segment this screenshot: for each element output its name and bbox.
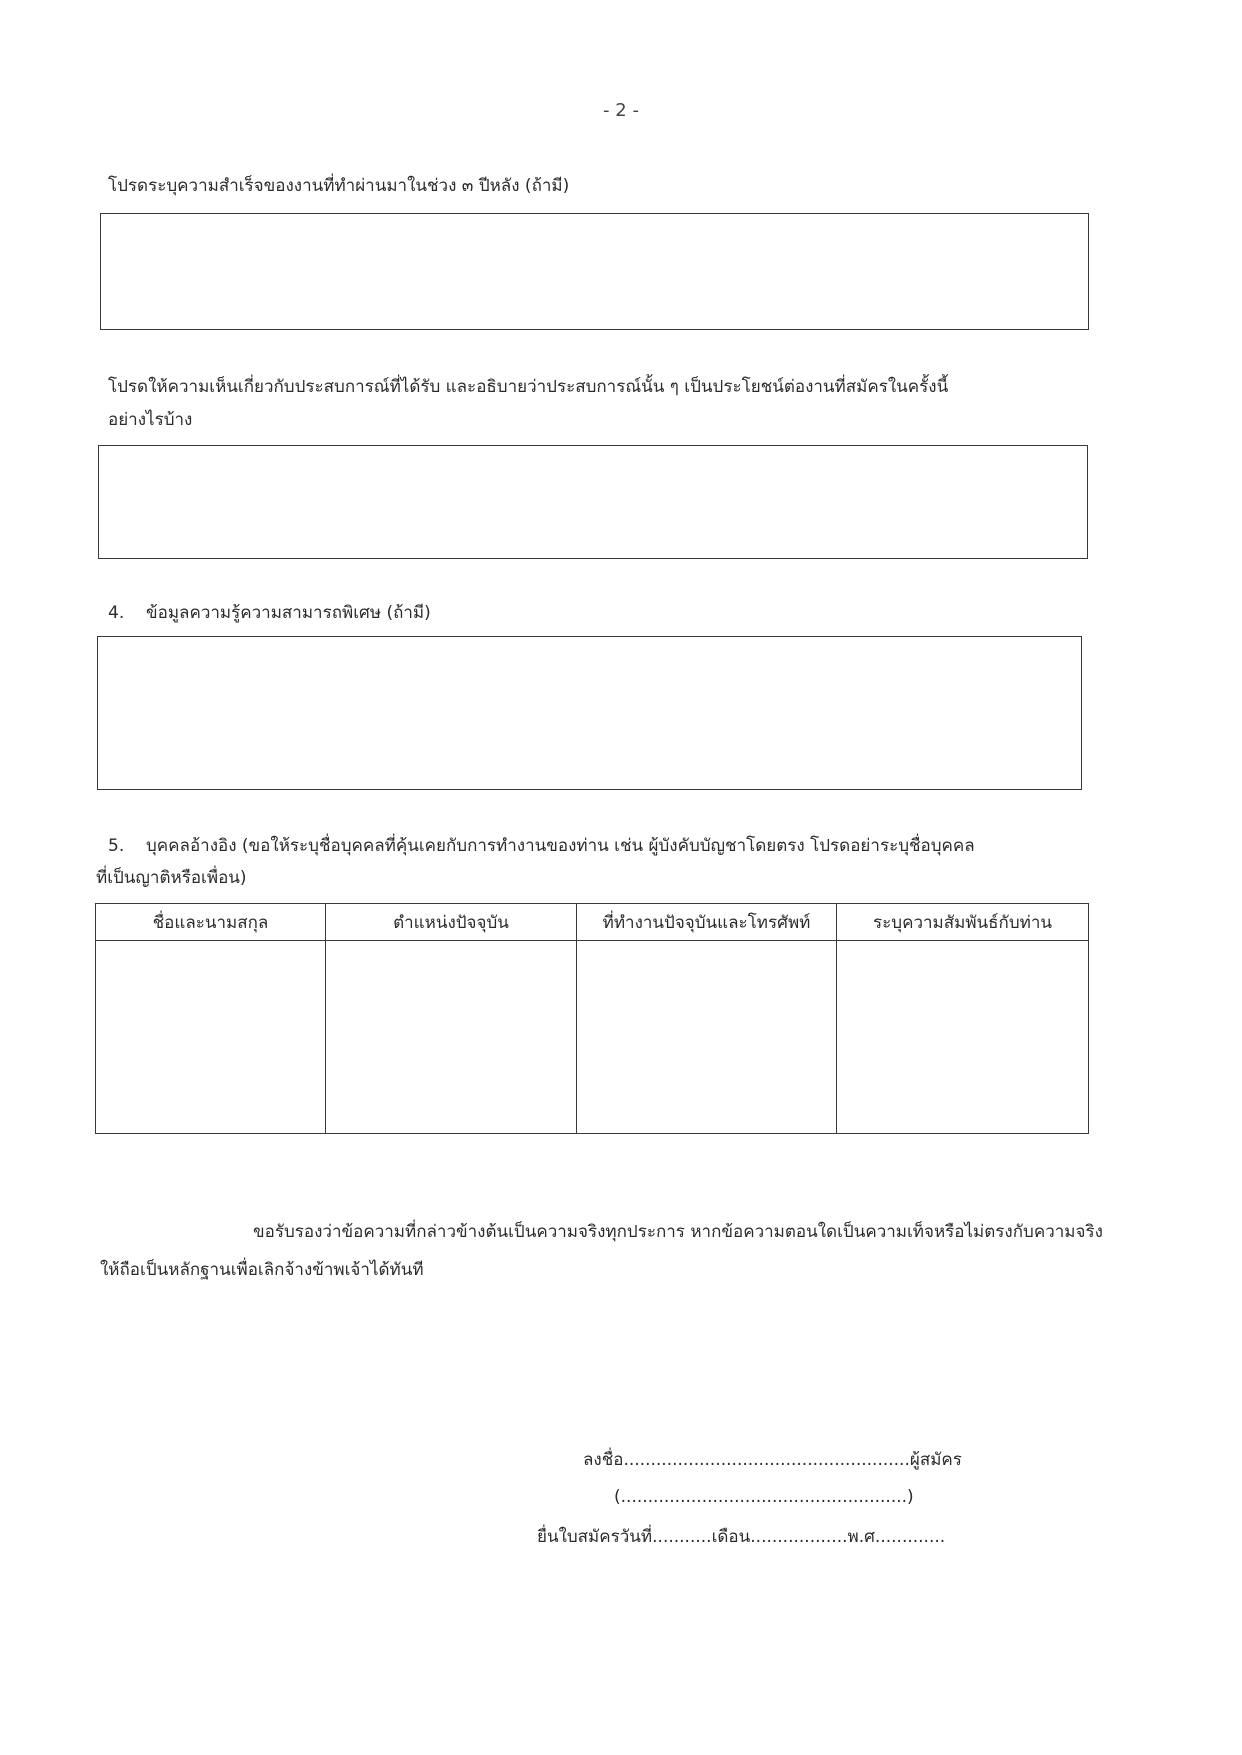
references-table-header (96, 904, 1089, 941)
references-number: 5. (108, 836, 125, 856)
signature-line[interactable]: ลงชื่อ.....................................................ผู้สมัคร (583, 1450, 962, 1470)
reference-workplace-cell[interactable] (577, 941, 837, 1134)
column-header-position: ตำแหน่งปัจจุบัน (326, 904, 577, 941)
reference-position-cell[interactable] (326, 941, 577, 1134)
application-date-line[interactable]: ยื่นใบสมัครวันที่...........เดือน..................พ.ศ............. (537, 1527, 946, 1547)
achievements-input-box[interactable] (100, 213, 1089, 330)
column-header-workplace-phone: ที่ทำงานปัจจุบันและโทรศัพท์ (577, 904, 837, 941)
references-table (95, 903, 1089, 1134)
reference-relationship-cell[interactable] (837, 941, 1089, 1134)
skills-input-box[interactable] (97, 636, 1082, 790)
page-number: - 2 - (603, 100, 639, 121)
achievements-label: โปรดระบุความสำเร็จของงานที่ทำผ่านมาในช่วง ๓ ปีหลัง (ถ้ามี) (108, 176, 570, 196)
experience-label-line2: อย่างไรบ้าง (108, 410, 193, 430)
column-header-name: ชื่อและนามสกุล (96, 904, 326, 941)
experience-input-box[interactable] (98, 445, 1088, 559)
reference-name-cell[interactable] (96, 941, 326, 1134)
skills-label: ข้อมูลความรู้ความสามารถพิเศษ (ถ้ามี) (146, 603, 431, 623)
references-label-line1: บุคคลอ้างอิง (ขอให้ระบุชื่อบุคคลที่คุ้นเคยกับการทำงานของท่าน เช่น ผู้บังคับบัญชาโดยตรง โปรดอย่าระบุชื่อบุคคล (146, 836, 975, 856)
table-row (96, 941, 1089, 1134)
column-header-relationship: ระบุความสัมพันธ์กับท่าน (837, 904, 1089, 941)
certification-line2: ให้ถือเป็นหลักฐานเพื่อเลิกจ้างข้าพเจ้าได้ทันที (100, 1260, 424, 1280)
certification-line1: ขอรับรองว่าข้อความที่กล่าวข้างต้นเป็นความจริงทุกประการ หากข้อความตอนใดเป็นความเท็จหรือไม่ตรงกับความจริง (253, 1222, 1103, 1242)
skills-number: 4. (108, 603, 125, 623)
references-label-line2: ที่เป็นญาติหรือเพื่อน) (96, 868, 247, 888)
experience-label-line1: โปรดให้ความเห็นเกี่ยวกับประสบการณ์ที่ได้รับ และอธิบายว่าประสบการณ์นั้น ๆ เป็นประโยชน์ต่องานที่สมัครในครั้งนี้ (108, 377, 949, 397)
applicant-name-line[interactable]: (.....................................................) (614, 1487, 914, 1507)
